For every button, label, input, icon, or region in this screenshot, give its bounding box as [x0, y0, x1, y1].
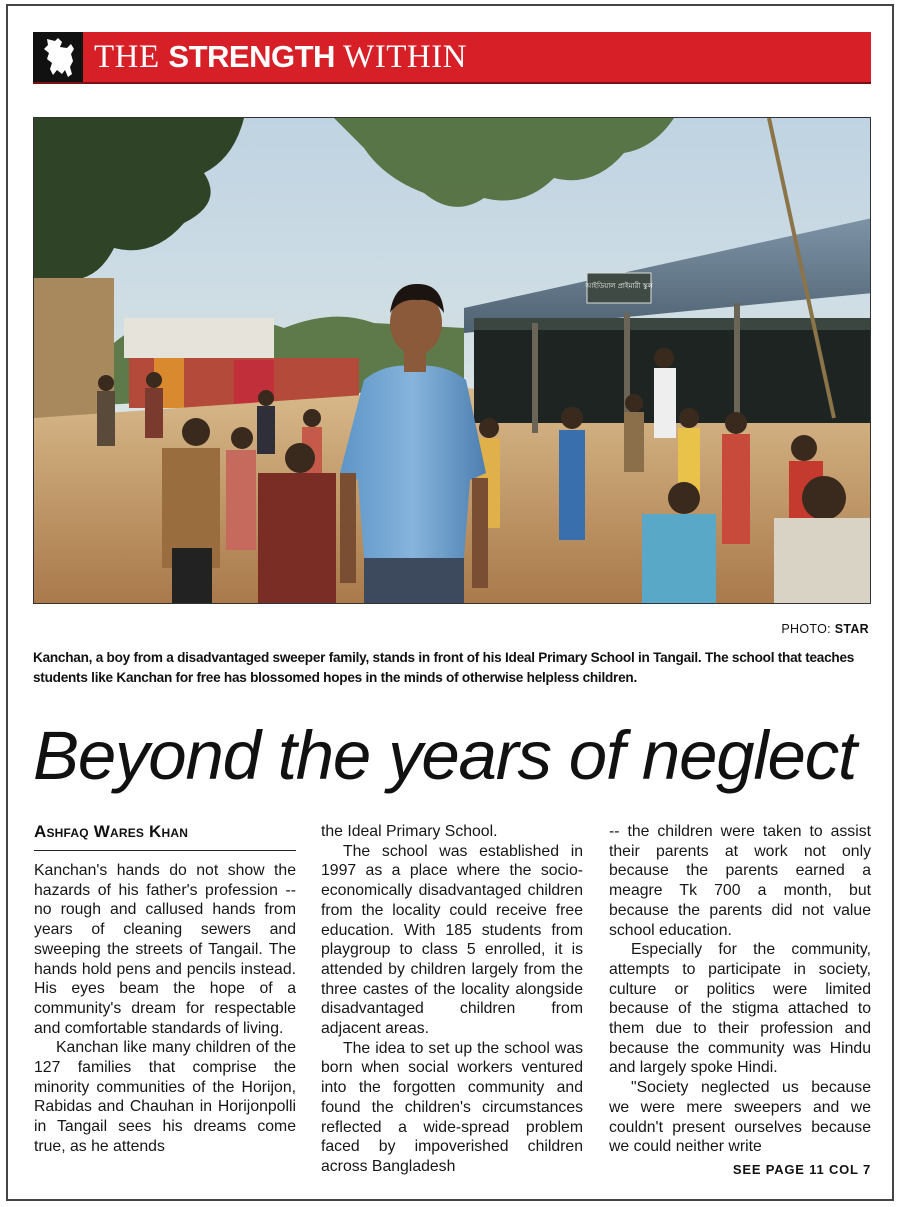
section-title: THE STRENGTH WITHIN — [94, 39, 468, 75]
photo-credit: PHOTO: STAR — [781, 622, 869, 636]
paragraph: Kanchan like many children of the 127 families that comprise the minority communities of the Horijon, Rabidas and Chauhan in Horijonpolli in Tangail sees his dreams come true, as he attends — [34, 1039, 296, 1155]
photo-caption: Kanchan, a boy from a disadvantaged sweeper family, stands in front of his Ideal Primary School in Tangail. The school that teaches students like Kanchan for free has blossomed hopes in the minds of otherwise helpless children. — [33, 650, 855, 685]
article-column-1 — [34, 861, 296, 1157]
section-banner — [33, 32, 871, 84]
school-sign-text: আইডিয়াল প্রাইমারী স্কুল — [585, 282, 653, 290]
paragraph: "Society neglected us because we were mere sweepers and we couldn't present ourselves because we could neither write — [609, 1079, 871, 1156]
paragraph: The idea to set up the school was born when social workers ventured into the forgotten community and found the children's circumstances reflected a wide-spread problem faced by impoverished children across Bangladesh — [321, 1039, 583, 1175]
headline: Beyond the years of neglect — [33, 717, 856, 794]
bangladesh-map-icon — [33, 32, 83, 82]
paragraph: -- the children were taken to assist their parents at work not only because the parents earned a meagre Tk 700 a month, but because the parents did not value school education. — [609, 823, 871, 939]
article-column-2 — [321, 822, 583, 1177]
continuation-jump: SEE PAGE 11 COL 7 — [732, 1162, 871, 1177]
paragraph: Kanchan's hands do not show the hazards of his father's profession -- no rough and callused hands from years of cleaning sewers and sweeping the streets of Tangail. The hands hold pens and pencils instead. His eyes beam the hope of a community's dream for respectable and comfortable standards of living. — [34, 862, 296, 1037]
paragraph: The school was established in 1997 as a place where the socio-economically disadvantaged children from the locality could receive free education. With 185 students from playgroup to class 5 enrolled, it is attended by children largely from the three castes of the locality alongside disadvantaged children from adjacent areas. — [321, 842, 583, 1038]
byline: Ashfaq Wares Khan — [34, 822, 296, 851]
news-photo — [33, 117, 871, 604]
article-column-3 — [609, 822, 871, 1157]
paragraph: Especially for the community, attempts to participate in society, culture or politics were limited because of the stigma attached to them due to their profession and because the community was Hindu and largely spoke Hindi. — [609, 941, 871, 1077]
paragraph: the Ideal Primary School. — [321, 823, 498, 840]
